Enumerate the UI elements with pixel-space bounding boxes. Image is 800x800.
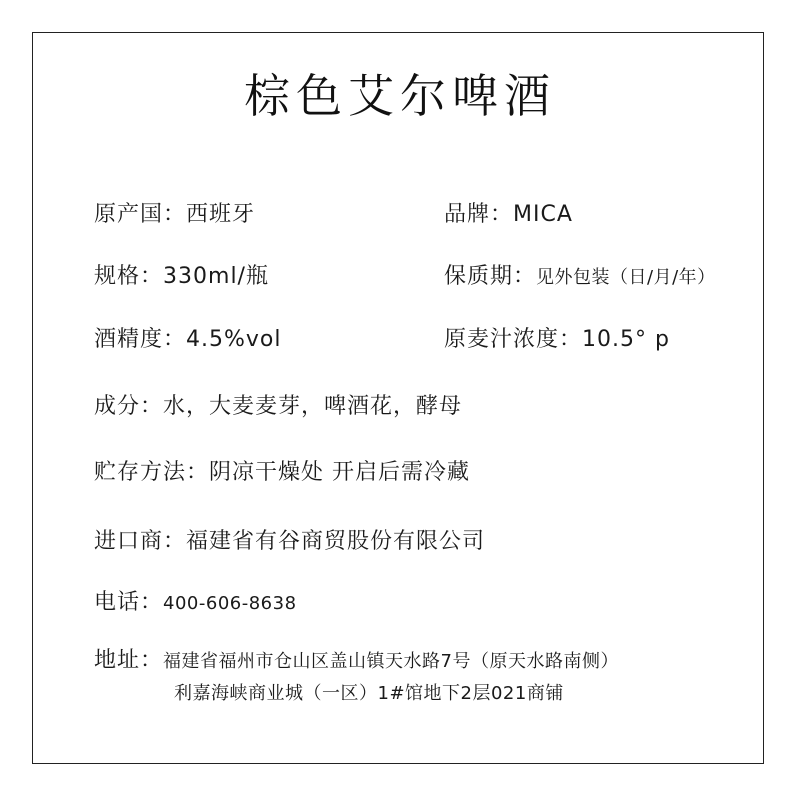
phone-label: 电话： [94,590,164,615]
spec-importer [94,527,485,557]
product-title: 棕色艾尔啤酒 [244,69,556,123]
origin-value: 西班牙 [186,202,256,227]
ingredients-label: 成分： [94,394,164,419]
storage-label: 贮存方法： [94,460,210,485]
shelf-life-value: 见外包装（日/月/年） [536,267,716,288]
abv-value: 4.5%vol [186,327,282,352]
address-label: 地址： [94,648,164,673]
ingredients-value: 水，大麦麦芽，啤酒花，酵母 [163,394,463,419]
spec-origin [94,200,255,230]
brand-label: 品牌： [444,202,514,227]
importer-value: 福建省有谷商贸股份有限公司 [186,529,486,554]
spec-brand [444,200,573,230]
spec-ingredients [94,392,462,422]
origin-label: 原产国： [94,202,187,227]
spec-shelf-life [444,262,716,293]
shelf-life-label: 保质期： [444,264,537,289]
abv-label: 酒精度： [94,327,187,352]
importer-label: 进口商： [94,529,187,554]
spec-size [94,262,269,292]
size-label: 规格： [94,264,164,289]
spec-storage [94,458,470,488]
spec-address [94,646,619,677]
spec-phone [94,588,297,619]
brand-value: MICA [513,202,573,227]
spec-wort [444,325,670,355]
spec-abv [94,325,282,355]
phone-value: 400-606-8638 [163,593,297,614]
wort-value: 10.5° p [582,327,670,352]
wort-label: 原麦汁浓度： [444,327,583,352]
storage-value: 阴凉干燥处 开启后需冷藏 [209,460,471,485]
address-line2: 利嘉海峡商业城（一区）1#馆地下2层021商铺 [174,683,564,704]
size-value: 330ml/瓶 [163,264,269,289]
address-line1: 福建省福州市仓山区盖山镇天水路7号（原天水路南侧） [163,651,619,672]
